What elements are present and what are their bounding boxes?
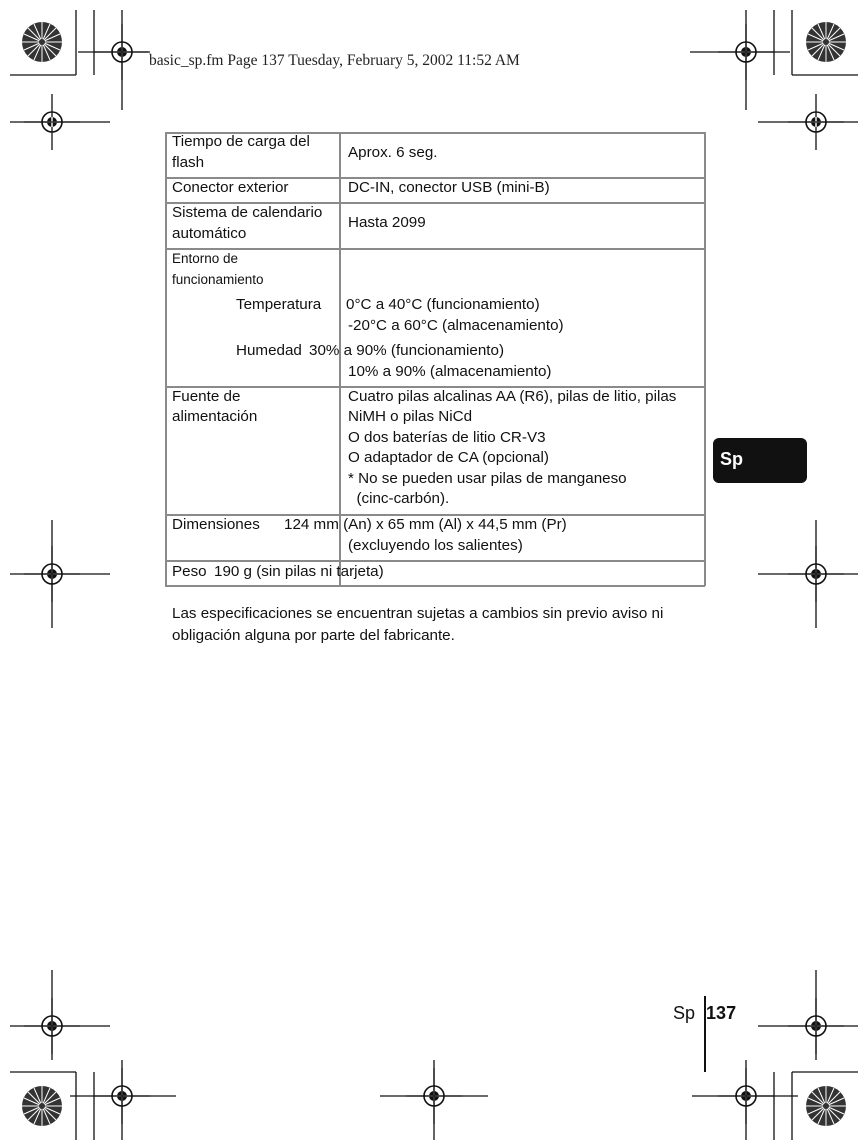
charge-time-label-2: flash [172, 154, 205, 171]
language-tab [713, 438, 807, 483]
page-prefix: Sp [673, 1003, 696, 1023]
power-line-5: * No se pueden usar pilas de manganeso [348, 470, 627, 487]
calendar-label-2: automático [172, 225, 247, 242]
humidity-value-2: 10% a 90% (almacenamiento) [348, 363, 552, 380]
file-header: basic_sp.fm Page 137 Tuesday, February 5, 2002 11:52 AM [149, 52, 520, 69]
power-label-2: alimentación [172, 408, 258, 425]
specification-note: Las especificaciones se encuentran sujetas a cambios sin previo aviso ni obligación alguna por parte del fabricante. [172, 605, 664, 644]
dimensions-label: Dimensiones [172, 516, 260, 533]
weight-label: Peso [172, 563, 207, 580]
power-line-2: NiMH o pilas NiCd [348, 408, 473, 425]
power-label-1: Fuente de [172, 388, 241, 405]
page-number-value: 137 [706, 1003, 737, 1023]
connector-label: Conector exterior [172, 179, 289, 196]
calendar-label-1: Sistema de calendario [172, 204, 323, 221]
footer-rule [704, 996, 706, 1072]
temperature-label: Temperatura [236, 296, 322, 313]
environment-label-1: Entorno de [172, 251, 239, 266]
humidity-label: Humedad [236, 342, 302, 359]
power-line-1: Cuatro pilas alcalinas AA (R6), pilas de litio, pilas [348, 388, 677, 405]
dimensions-value-2: (excluyendo los salientes) [348, 537, 523, 554]
humidity-value-1: 30% a 90% (funcionamiento) [309, 342, 505, 359]
power-line-4: O adaptador de CA (opcional) [348, 449, 549, 466]
language-tab-label: Sp [720, 449, 744, 469]
temperature-value-2: -20°C a 60°C (almacenamiento) [348, 317, 564, 334]
charge-time-value: Aprox. 6 seg. [348, 144, 438, 161]
weight-value: 190 g (sin pilas ni tarjeta) [214, 563, 384, 580]
environment-label-2: funcionamiento [172, 272, 264, 287]
calendar-value: Hasta 2099 [348, 214, 426, 231]
charge-time-label-1: Tiempo de carga del [172, 133, 310, 150]
power-line-3: O dos baterías de litio CR-V3 [348, 429, 546, 446]
connector-value: DC-IN, conector USB (mini-B) [348, 179, 550, 196]
power-line-6: (cinc-carbón). [348, 490, 450, 507]
dimensions-value-1: 124 mm (An) x 65 mm (Al) x 44,5 mm (Pr) [284, 516, 567, 533]
temperature-value-1: 0°C a 40°C (funcionamiento) [346, 296, 540, 313]
